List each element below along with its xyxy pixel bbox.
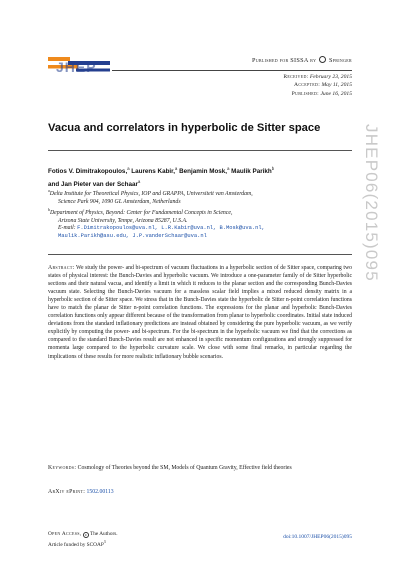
dates-block	[283, 73, 352, 98]
logo-text: JHEP	[56, 59, 97, 75]
arxiv-eprint	[48, 489, 114, 495]
abstract-label: Abstract:	[48, 265, 75, 271]
affiliation-b: $^b$Department of Physics, Beyond: Center for Fundamental Concepts in Science, Arizona State University, Tempe, Arizona 85287, U.S.A.	[48, 207, 233, 225]
publisher-line	[252, 56, 352, 64]
arxiv-label: ArXiv ePrint:	[48, 489, 86, 495]
abstract-text: We study the power- and bi-spectrum of vacuum fluctuations in a hyperbolic section of de Sitter space, comparing two states of physical interest: the Bunch-Davies and hyperbolic vacuum. We introduce a one-parameter family of de Sitter hyperbolic sections and their natural vacua, and identify a limit in which it reduces to the planar section and the corresponding Bunch-Davies vacuum state. Selecting the Bunch-Davies vacuum for a massless scalar field implies a mixed reduced density matrix in a hyperbolic section of de Sitter space. We stress that in the Bunch-Davies state the hyperbolic de Sitter n-point correlation functions have to match the planar de Sitter n-point correlation functions. The expressions for the planar and hyperbolic Bunch-Davies correlation functions only appear different because of the transformation from planar to hyperbolic coordinates. Initial state induced deviations from the standard inflationary predictions are instead obtained by considering the pure hyperbolic vacuum, as we verify explicitly by computing the power- and bi-spectrum. For the bi-spectrum in the hyperbolic vacuum we find that the corrections as compared to the standard Bunch-Davies result are not enhanced in specific momentum configurations and strongly suppressed for momenta large compared to the hyperbolic curvature scale. We close with some final remarks, in particular regarding the implications of these results for more realistic inflationary bubble scenarios.	[48, 265, 352, 360]
paper-title: Vacua and correlators in hyperbolic de Sitter space	[48, 122, 321, 134]
author-list: Fotios V. Dimitrakopoulos,$^a$ Laurens Kabir,$^a$ Benjamin Mosk,$^a$ Maulik Parikh$^b$ and Jan Pieter van der Schaar$^a$	[48, 166, 275, 188]
accepted-row: Accepted: May 11, 2015	[294, 82, 352, 89]
abstract	[48, 264, 352, 361]
author-name: Maulik Parikh	[231, 168, 272, 176]
copyright-icon: c	[83, 532, 89, 538]
title-rule	[48, 150, 352, 151]
arxiv-link[interactable]: 1502.00113	[86, 489, 114, 495]
keywords-label: Keywords:	[48, 465, 77, 471]
publisher-text: Published for SISSA by	[252, 57, 317, 64]
affiliation-a: $^a$Delta Institute for Theoretical Physics, IOP and GRAPPA, Universiteit van Amsterdam, Science Park 904, 1090 GL Amsterdam, Netherlands	[48, 188, 253, 206]
header-rule	[112, 70, 352, 71]
author-name: Laurens Kabir,	[131, 168, 176, 176]
publisher-brand: Springer	[329, 57, 352, 64]
author-name: Benjamin Mosk,	[179, 168, 228, 176]
author-name: and Jan Pieter van der Schaar	[48, 180, 138, 188]
email-link[interactable]: F.Dimitrakopoulos@uva.nl, L.R.Kabir@uva.nl, B.Mosk@uva.nl,	[77, 225, 265, 231]
received-row: Received: February 23, 2015	[283, 74, 352, 80]
published-row: Published: June 16, 2015	[291, 90, 352, 97]
author-name: Fotios V. Dimitrakopoulos,	[48, 168, 128, 176]
springer-icon	[319, 56, 326, 63]
side-id-text: JHEP06(2015)095	[362, 124, 381, 282]
email-link[interactable]: Maulik.Parikh@asu.edu, J.P.vanderSchaar@uva.nl	[58, 233, 207, 240]
open-access-note: Open Access, c The Authors. Article funded by SCOAP$^3$	[48, 531, 118, 548]
keywords	[48, 464, 352, 472]
jhep-logo	[48, 54, 110, 74]
doi-link[interactable]: doi:10.1007/JHEP06(2015)095	[283, 534, 352, 540]
email-block: E-mail: F.Dimitrakopoulos@uva.nl, L.R.Kabir@uva.nl, B.Mosk@uva.nl, Maulik.Parikh@asu.edu, J.P.vanderSchaar@uva.nl	[48, 224, 348, 240]
keywords-text: Cosmology of Theories beyond the SM, Models of Quantum Gravity, Effective field theories	[77, 465, 292, 471]
affil-rule	[48, 254, 352, 255]
